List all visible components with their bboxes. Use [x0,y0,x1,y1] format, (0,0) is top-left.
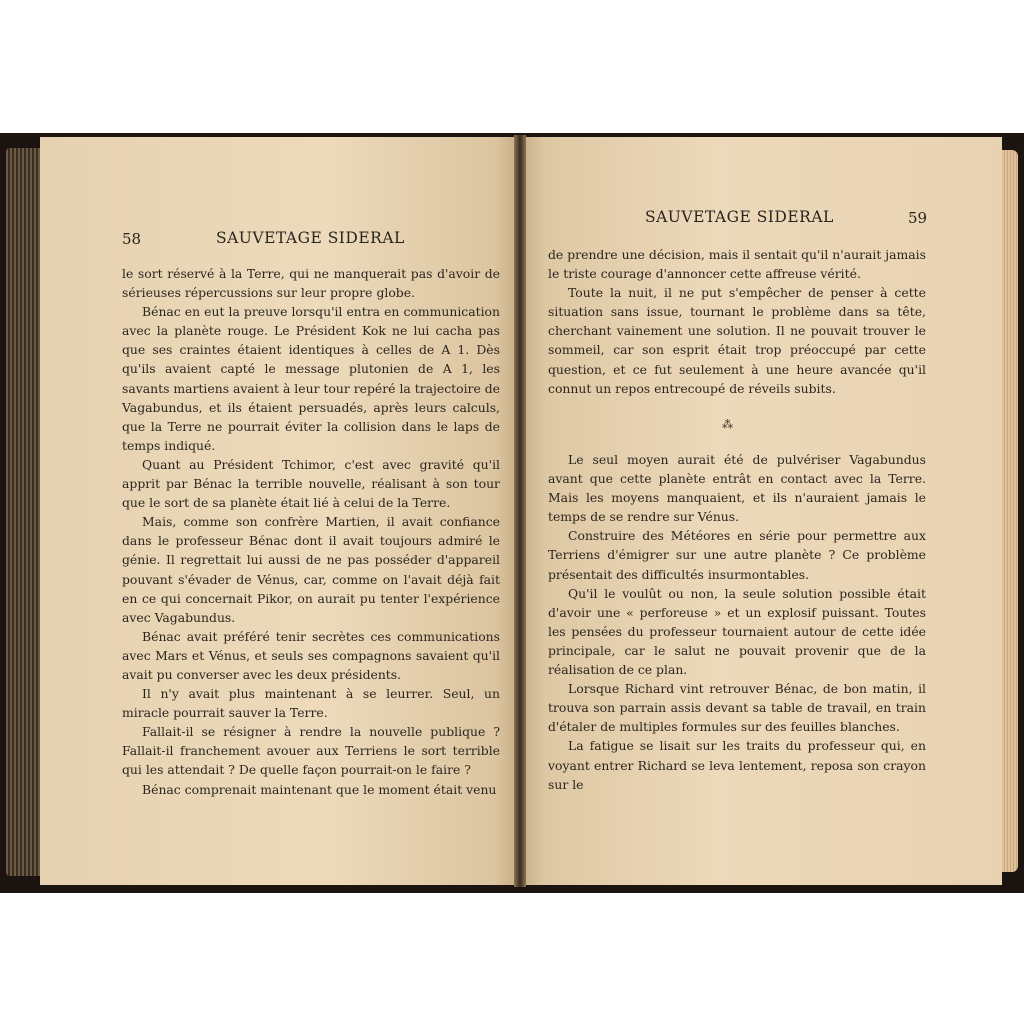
paragraph: de prendre une décision, mais il sentait qu'il n'aurait jamais le triste courage d'annoncer cette affreuse vérité. [548,247,926,282]
book-edge-left [6,148,42,876]
book-gutter [514,135,526,887]
left-page-text [122,264,500,799]
left-running-head: SAUVETAGE SIDERAL [216,229,405,247]
right-running-head: SAUVETAGE SIDERAL [645,208,834,226]
paragraph: Construire des Météores en série pour permettre aux Terriens d'émigrer sur une autre planète ? Ce problème présentait des difficultés insurmontables. [548,528,926,582]
paragraph: le sort réservé à la Terre, qui ne manquerait pas d'avoir de sérieuses répercussions sur leur propre globe. [122,266,500,301]
paragraph: Lorsque Richard vint retrouver Bénac, de bon matin, il trouva son parrain assis devant sa table de travail, en train d'étaler de multiples formules sur des feuilles blanches. [548,681,926,735]
paragraph: La fatigue se lisait sur les traits du professeur qui, en voyant entrer Richard se leva lentement, reposa son crayon sur le [548,738,926,792]
paragraph: Il n'y avait plus maintenant à se leurrer. Seul, un miracle pourrait sauver la Terre. [122,686,500,721]
paragraph: Mais, comme son confrère Martien, il avait confiance dans le professeur Bénac dont il avait toujours admiré le génie. Il regrettait lui aussi de ne pas posséder d'appareil pouvant s'évader de Vénus, car, comme on l'avait déjà fait en ce qui concernait Pikor, on aurait pu tenter l'expérience avec Vagabundus. [122,514,500,625]
right-page-text-bottom [548,450,926,794]
paragraph: Toute la nuit, il ne put s'empêcher de penser à cette situation sans issue, tournant le problème dans sa tête, cherchant vainement une solution. Il ne pouvait trouver le sommeil, car son esprit était trop préoccupé par cette question, et ce fut seulement à une heure avancée qu'il connut un repos entrecoupé de réveils subits. [548,285,926,396]
paragraph: Quant au Président Tchimor, c'est avec gravité qu'il apprit par Bénac la terrible nouvelle, réalisant à son tour que le sort de sa planète était lié à celui de la Terre. [122,456,500,511]
paragraph: Bénac avait préféré tenir secrètes ces communications avec Mars et Vénus, et seuls ses compagnons savaient qu'il avait pu converser avec les deux présidents. [122,628,500,682]
left-page-number: 58 [122,230,142,248]
section-break: ⁂ [722,418,733,431]
paragraph: Fallait-il se résigner à rendre la nouvelle publique ? Fallait-il franchement avouer aux Terriens le sort terrible qui les attendait ? De quelle façon pourrait-on le faire ? [122,724,500,778]
paragraph: Bénac en eut la preuve lorsqu'il entra en communication avec la planète rouge. Le Président Kok ne lui cacha pas que ses craintes étaient identiques à celles de A 1. Dès qu'ils avaient capté le message plutonien de A 1, les savants martiens avaient à leur tour repéré la trajectoire de Vagabundus, et ils étaient persuadés, après leurs calculs, que la Terre ne pourrait éviter la collision dans le laps de temps indiqué. [122,304,500,453]
paragraph: Qu'il le voulût ou non, la seule solution possible était d'avoir une « perforeuse » et un explosif puissant. Toutes les pensées du professeur tournaient autour de cette idée principale, car le salut ne pouvait provenir que de la réalisation de ce plan. [548,585,926,678]
right-page-number: 59 [908,209,928,227]
right-page-text-top [548,245,926,398]
paragraph: Le seul moyen aurait été de pulvériser Vagabundus avant que cette planète entrât en contact avec la Terre. Mais les moyens manquaient, et ils n'auraient jamais le temps de se rendre sur Vénus. [548,452,926,525]
paragraph: Bénac comprenait maintenant que le moment était venu [142,781,497,797]
